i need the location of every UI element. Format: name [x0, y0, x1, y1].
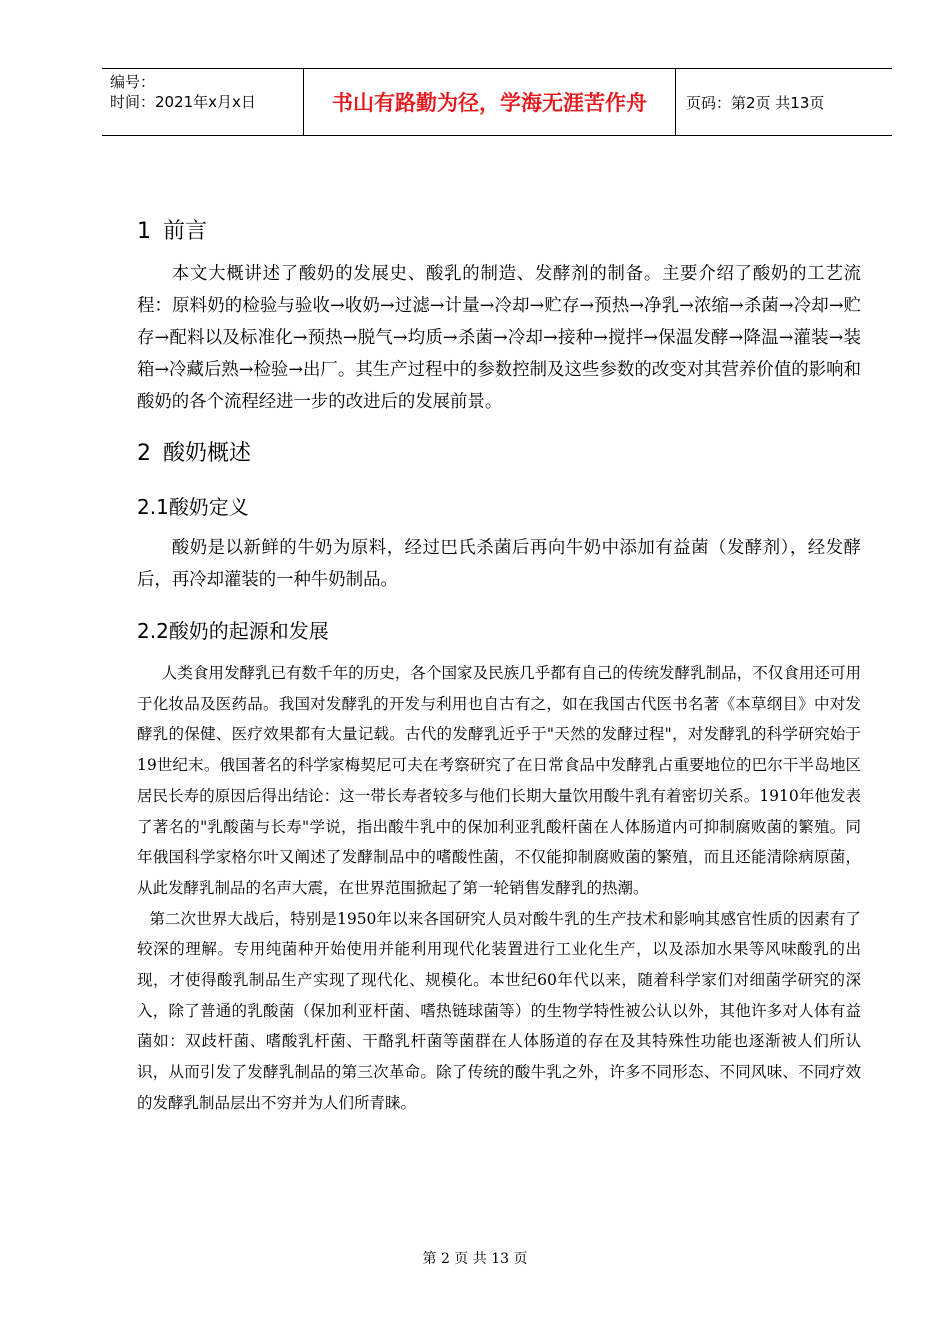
section-2-heading [137, 438, 861, 470]
section-2-2-paragraph-1: 人类食用发酵乳已有数千年的历史，各个国家及民族几乎都有自己的传统发酵乳制品，不仅食用还可用于化妆品及医药品。我国对发酵乳的开发与利用也自古有之，如在我国古代医书名著《本草纲目》中对发酵乳的保健、医疗效果都有大量记载。古代的发酵乳近乎于"天然的发酵过程"，对发酵乳的科学研究始于19世纪末。俄国著名的科学家梅契尼可夫在考察研究了在日常食品中发酵乳占重要地位的巴尔干半岛地区居民长寿的原因后得出结论：这一带长寿者较多与他们长期大量饮用酸牛乳有着密切关系。1910年他发表了著名的"乳酸菌与长寿"学说，指出酸牛乳中的保加利亚乳酸杆菌在人体肠道内可抑制腐败菌的繁殖。同年俄国科学家格尔叶又阐述了发酵制品中的嗜酸性菌，不仅能抑制腐败菌的繁殖，而且还能清除病原菌，从此发酵乳制品的名声大震，在世界范围掀起了第一轮销售发酵乳的热潮。 [137, 664, 861, 897]
section-2-2-paragraph-2: 第二次世界大战后，特别是1950年以来各国研究人员对酸牛乳的生产技术和影响其感官性质的因素有了较深的理解。专用纯菌种开始使用并能利用现代化装置进行工业化生产，以及添加水果等风味酸乳的出现，才使得酸乳制品生产实现了现代化、规模化。本世纪60年代以来，随着科学家们对细菌学研究的深入，除了普通的乳酸菌（保加利亚杆菌、嗜热链球菌等）的生物学特性被公认以外，其他许多对人体有益菌如：双歧杆菌、嗜酸乳杆菌、干酪乳杆菌等菌群在人体肠道的存在及其特殊性功能也逐渐被人们所认识，从而引发了发酵乳制品的第三次革命。除了传统的酸牛乳之外，许多不同形态、不同风味、不同疗效的发酵乳制品层出不穷并为人们所青睐。 [137, 909, 861, 1112]
section-1-paragraph: 本文大概讲述了酸奶的发展史、酸乳的制造、发酵剂的制备。主要介绍了酸奶的工艺流程：原料奶的检验与验收→收奶→过滤→计量→冷却→贮存→预热→净乳→浓缩→杀菌→冷却→贮存→配料以及标准化→预热→脱气→均质→杀菌→冷却→接种→搅拌→保温发酵→降温→灌装→装箱→冷藏后熟→检验→出厂。其生产过程中的参数控制及这些参数的改变对其营养价值的影响和酸奶的各个流程经进一步的改进后的发展前景。 [137, 264, 861, 412]
document-body [137, 216, 861, 1119]
section-2-1-number: 2.1 [137, 495, 169, 519]
section-2-title: 酸奶概述 [163, 441, 252, 466]
section-2-2-number: 2.2 [137, 619, 169, 643]
page-footer: 第 2 页 共 13 页 [422, 1251, 528, 1267]
header-motto-cell [303, 69, 676, 135]
section-2-2-heading [137, 616, 861, 646]
section-2-1-title: 酸奶定义 [168, 495, 249, 519]
header-page-label: 页码：第2页 共13页 [686, 93, 825, 112]
header-page-cell [676, 69, 892, 135]
section-2-1-paragraph: 酸奶是以新鲜的牛奶为原料，经过巴氏杀菌后再向牛奶中添加有益菌（发酵剂），经发酵后，再冷却灌装的一种牛奶制品。 [137, 538, 861, 590]
section-2-2-title: 酸奶的起源和发展 [168, 619, 329, 643]
document-number-label: 编号： [110, 73, 156, 91]
section-2-number: 2 [137, 441, 151, 466]
section-1-title: 前言 [163, 219, 208, 244]
header-motto: 书山有路勤为径，学海无涯苦作舟 [332, 91, 647, 115]
document-header [102, 68, 892, 136]
document-time-label: 时间：2021年x月x日 [110, 93, 256, 111]
section-2-1-heading [137, 492, 861, 522]
section-1-heading [137, 216, 861, 248]
header-meta [102, 69, 303, 135]
section-1-number: 1 [137, 219, 151, 244]
